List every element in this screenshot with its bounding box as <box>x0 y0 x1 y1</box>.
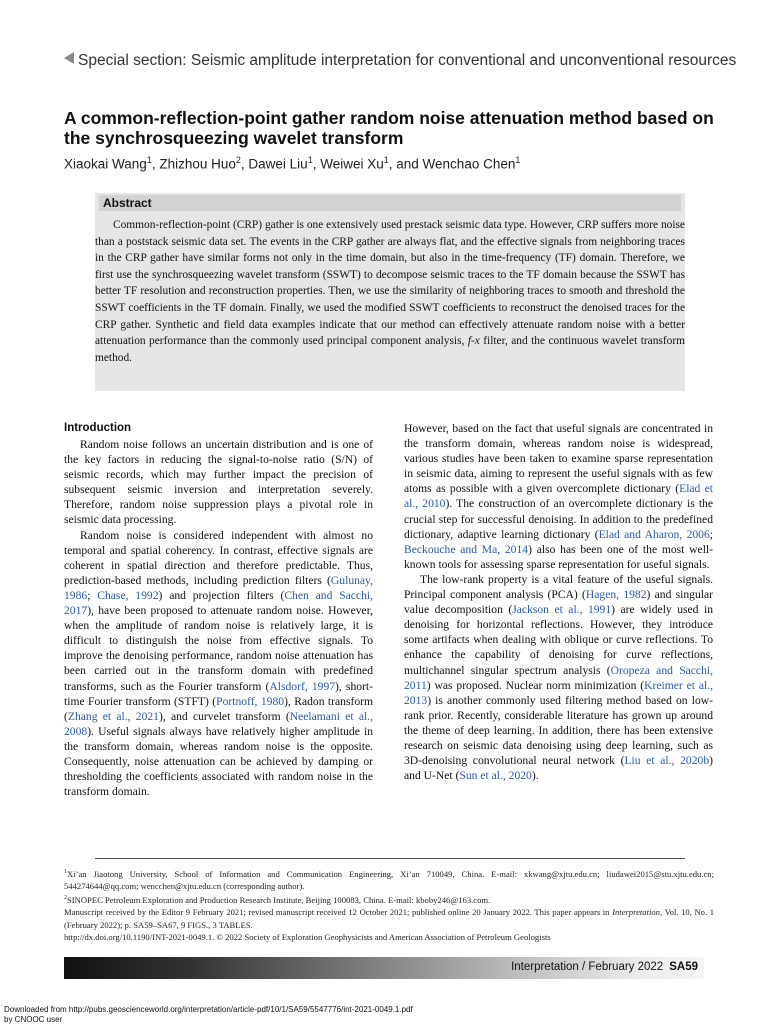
citation-link[interactable]: Zhang et al., 2021 <box>67 709 159 723</box>
footnote-affiliation-2: $^2$SINOPEC Petroleum Exploration and Production Research Institute, Beijing 100083, China. E-mail: kboby246@163.com. <box>64 895 491 906</box>
footnote-divider <box>95 858 685 859</box>
affiliation-mark: 1 <box>383 155 389 165</box>
left-column <box>64 421 373 799</box>
citation-link[interactable]: Neelamani et al., 2008 <box>64 709 373 738</box>
author-name: Xiaokai Wang <box>64 156 147 172</box>
citation-link[interactable]: Oropeza and Sacchi, 2011 <box>404 663 713 692</box>
footnote-manuscript: Manuscript received by the Editor 9 February 2021; revised manuscript received 12 October 2021; published online 20 January 2022. This paper appears in Interpretation, Vol. 10, No. 1 (February 2022); p. SA59–SA67, 9 FIGS., 3 TABLES. <box>64 907 714 930</box>
citation-link[interactable]: Gulunay, 1986 <box>64 573 373 602</box>
citation-link[interactable]: Jackson et al., 1991 <box>512 603 612 617</box>
footnotes <box>64 866 714 943</box>
download-user: by CNOOC user <box>4 1015 63 1024</box>
citation-link[interactable]: Beckouche and Ma, 2014 <box>404 542 529 556</box>
paper-title: A common-reflection-point gather random noise attenuation method based on the synchrosqueezing wavelet transform <box>64 108 714 148</box>
introduction-heading: Introduction <box>64 422 132 434</box>
download-note <box>4 1005 504 1025</box>
section-header <box>64 52 744 70</box>
page-number: SA59 <box>669 961 698 973</box>
author-name: Weiwei Xu <box>320 156 384 172</box>
abstract-text <box>95 217 685 366</box>
abstract-end: filter, and the continuous wavelet transform method. <box>95 335 685 364</box>
abstract-body: Common-reflection-point (CRP) gather is one extensively used prestack seismic data type. However, CRP suffers more noise than a poststack seismic data set. The events in the CRP gather are always flat, and the effective signals from neighboring traces in the CRP gather have similar forms not only in the time domain, but also in the time-frequency (TF) domain. Therefore, we first use the synchrosqueezing wavelet transform (SSWT) to decompose seismic traces to the TF domain because the SSWT has better TF resolution and reconstruction properties. Then, we use the similarity of neighboring traces to smooth and threshold the SSWT coefficients in the TF domain. Finally, we used the modified SSWT coefficients to reconstruct the denoised traces for the CRP gather. Synthetic and field data examples indicate that our method can effectively attenuate random noise with a better attenuation performance than the commonly used principal component analysis, <box>95 219 685 348</box>
paragraph: Random noise is considered independent with almost no temporal and spatial coherency. In contrast, effective signals are coherent in spatial direction and therefore predictable. Thus, prediction-based methods, including prediction filters (Gulunay, 1986; Chase, 1992) and projection filters (Chen and Sacchi, 2017), have been proposed to attenuate random noise. However, when the amplitude of random noise is relatively large, it is difficult to distinguish the noise from effective signals. To improve the denoising performance, random noise attenuation has been carried out in the transform domain with predefined transforms, such as the Fourier transform (Alsdorf, 1997), short-time Fourier transform (STFT) (Portnoff, 1980), Radon transform (Zhang et al., 2021), and curvelet transform (Neelamani et al., 2008). Useful signals always have relatively higher amplitude in the transform domain, whereas random noise is the opposite. Consequently, noise attenuation can be achieved by damping or thresholding the coefficients associated with random noise in the transform domain. <box>64 528 373 799</box>
citation-link[interactable]: Elad et al., 2010 <box>404 482 714 511</box>
abstract-heading: Abstract <box>99 195 681 211</box>
section-label: Special section: Seismic amplitude interpretation for conventional and unconventional resources <box>78 52 737 69</box>
author-name: Wenchao Chen <box>422 156 516 172</box>
affiliation-mark: 1 <box>515 155 521 165</box>
citation-link[interactable]: Portnoff, 1980 <box>216 694 285 708</box>
citation-link[interactable]: Elad and Aharon, 2006 <box>598 527 710 541</box>
affiliation-mark: 1 <box>307 155 313 165</box>
paragraph: Random noise follows an uncertain distribution and is one of the key factors in reducing the signal-to-noise ratio (S/N) of seismic records, which may further impact the precision of subsequent seismic inversion and interpretation severely. Therefore, random noise suppression plays a pivotal role in seismic data processing. <box>64 438 373 527</box>
citation-link[interactable]: Liu et al., 2020b <box>624 754 710 768</box>
abstract-fx: f-x <box>467 335 480 348</box>
citation-link[interactable]: Kreimer et al., 2013 <box>404 678 713 707</box>
affiliation-mark: 1 <box>146 155 152 165</box>
footer-label <box>511 961 698 973</box>
right-column <box>404 421 713 783</box>
paragraph: The low-rank property is a vital feature of the useful signals. Principal component analysis (PCA) (Hagen, 1982) and singular value decomposition (Jackson et al., 1991) are widely used in denoising for horizontal reflections. However, they introduce some artifacts when dealing with oblique or curve reflections. To enhance the capability of denoising for curve reflections, multichannel singular spectrum analysis (Oropeza and Sacchi, 2011) was proposed. Nuclear norm minimization (Kreimer et al., 2013) is another commonly used filtering method based on low-rank prior. Recently, considerable literature has grown up around the theme of deep learning. In addition, there has been extensive research on seismic data denoising using deep learning, such as 3D-denoising convolutional neural network (Liu et al., 2020b) and U-Net (Sun et al., 2020). <box>404 572 713 783</box>
citation-link[interactable]: Sun et al., 2020 <box>459 769 532 783</box>
footnote-affiliation-1: $^1$Xi’an Jiaotong University, School of Information and Communication Engineering, Xi’an 710049, China. E-mail: xkwang@xjtu.edu.cn; liudawei2015@stu.xjtu.edu.cn; 544274644@qq.com; wencchen@xjtu.edu.cn (corresponding author). <box>64 868 714 892</box>
affiliation-mark: 2 <box>235 155 241 165</box>
paragraph: However, based on the fact that useful signals are concentrated in the transform domain, whereas random noise is widespread, various studies have been taken to examine sparse representation in seismic data, aiming to represent the useful signals with as few atoms as possible with a given overcomplete dictionary (Elad et al., 2010). The construction of an overcomplete dictionary is the crucial step for successful denoising. In addition to the predefined dictionary, adaptive learning dictionary (Elad and Aharon, 2006; Beckouche and Ma, 2014) also has been one of the most well-known tools for assessing sparse representation for useful signals. <box>404 422 714 571</box>
download-url[interactable]: Downloaded from http://pubs.geoscienceworld.org/interpretation/article-pdf/10/1/SA59/5547776/int-2021-0049.1.pdf <box>4 1005 413 1014</box>
citation-link[interactable]: Alsdorf, 1997 <box>269 679 336 693</box>
citation-link[interactable]: Chen and Sacchi, 2017 <box>64 588 373 618</box>
citation-link[interactable]: Chase, 1992 <box>97 588 159 602</box>
author-name: Zhizhou Huo <box>159 156 236 172</box>
author-name: Dawei Liu <box>248 156 308 172</box>
footnote-doi: http://dx.doi.org/10.1190/INT-2021-0049.1. © 2022 Society of Exploration Geophysicists and American Association of Petroleum Geologists <box>64 931 551 942</box>
footer-journal: Interpretation / February 2022 <box>511 961 664 973</box>
citation-link[interactable]: Hagen, 1982 <box>585 588 647 602</box>
triangle-left-icon <box>64 52 74 64</box>
author-list: Xiaokai Wang$^1$, Zhizhou Huo$^2$, Dawei Liu$^1$, Weiwei Xu$^1$, and Wenchao Chen$^1$ <box>64 155 521 172</box>
